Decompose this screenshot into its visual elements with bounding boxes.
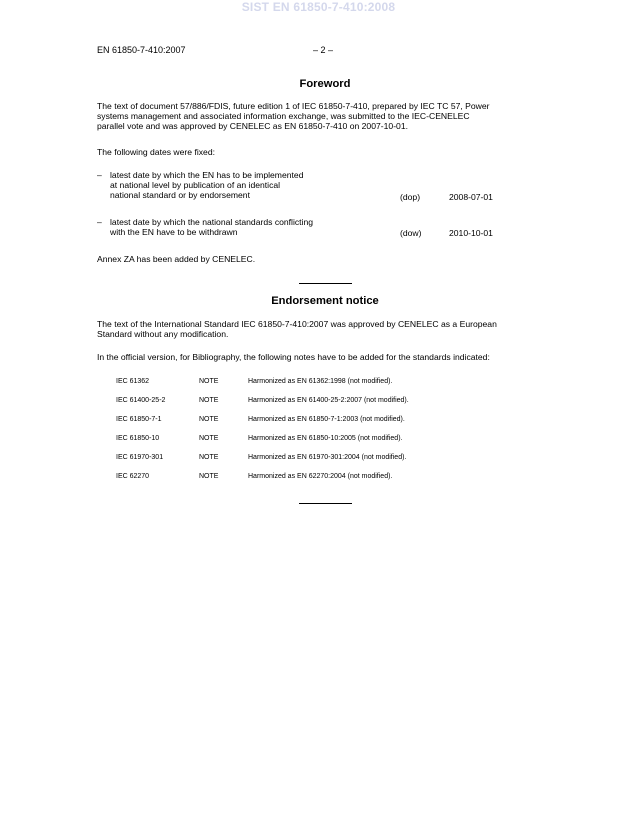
note-text: Harmonized as EN 61850-7-1:2003 (not modified). xyxy=(248,416,405,423)
bibliography-intro: In the official version, for Bibliography, the following notes have to be added for the standards indicated: xyxy=(97,352,490,362)
date-item-date: 2010-10-01 xyxy=(449,228,493,238)
date-item-abbr: (dop) xyxy=(400,192,421,202)
date-item-line: at national level by publication of an identical xyxy=(110,180,281,190)
foreword-intro-line: The text of document 57/886/FDIS, future edition 1 of IEC 61850-7-410, prepared by IEC TC 57, Power xyxy=(97,101,490,111)
date-item-line: with the EN have to be withdrawn xyxy=(110,227,238,237)
note-text: Harmonized as EN 61362:1998 (not modified). xyxy=(248,378,393,385)
note-standard: IEC 62270 xyxy=(116,473,150,480)
note-standard: IEC 61362 xyxy=(116,378,150,385)
note-standard: IEC 61850-10 xyxy=(116,435,160,442)
note-text: Harmonized as EN 61970-301:2004 (not modified). xyxy=(248,454,407,461)
note-text: Harmonized as EN 61850-10:2005 (not modified). xyxy=(248,435,403,442)
endorsement-heading: Endorsement notice xyxy=(271,295,379,307)
annex-note: Annex ZA has been added by CENELEC. xyxy=(97,254,256,264)
section-divider xyxy=(299,283,352,284)
date-item-date: 2008-07-01 xyxy=(449,192,493,202)
note-text: Harmonized as EN 62270:2004 (not modified). xyxy=(248,473,393,480)
note-standard: IEC 61850-7-1 xyxy=(116,416,162,423)
note-label: NOTE xyxy=(199,435,219,442)
foreword-intro-paragraph xyxy=(97,101,556,131)
date-item-abbr: (dow) xyxy=(400,228,422,238)
watermark: SIST EN 61850-7-410:2008 xyxy=(241,0,396,14)
note-standard: IEC 61400-25-2 xyxy=(116,397,166,404)
page-number: – 2 – xyxy=(313,45,334,55)
note-text: Harmonized as EN 61400-25-2:2007 (not modified). xyxy=(248,397,409,404)
endorsement-approval-line: Standard without any modification. xyxy=(97,329,229,339)
date-item-line: latest date by which the EN has to be implemented xyxy=(110,170,304,180)
date-item-text xyxy=(110,217,400,237)
list-dash: – xyxy=(97,217,102,227)
note-standard: IEC 61970-301 xyxy=(116,454,164,461)
note-label: NOTE xyxy=(199,397,219,404)
document-id: EN 61850-7-410:2007 xyxy=(97,45,186,55)
date-item-line: national standard or by endorsement xyxy=(110,190,250,200)
date-item-text xyxy=(110,170,370,200)
note-label: NOTE xyxy=(199,378,219,385)
note-label: NOTE xyxy=(199,473,219,480)
end-divider xyxy=(299,503,352,504)
foreword-intro-line: systems management and associated information exchange, was submitted to the IEC-CENELEC xyxy=(97,111,470,121)
date-item-line: latest date by which the national standards conflicting xyxy=(110,217,314,227)
foreword-heading: Foreword xyxy=(299,78,351,90)
endorsement-approval-line: The text of the International Standard IEC 61850-7-410:2007 was approved by CENELEC as a European xyxy=(97,319,497,329)
endorsement-approval-paragraph xyxy=(97,319,556,339)
list-dash: – xyxy=(97,170,102,180)
foreword-intro-line: parallel vote and was approved by CENELEC as EN 61850-7-410 on 2007-10-01. xyxy=(97,121,408,131)
note-label: NOTE xyxy=(199,416,219,423)
note-label: NOTE xyxy=(199,454,219,461)
dates-intro: The following dates were fixed: xyxy=(97,147,215,157)
